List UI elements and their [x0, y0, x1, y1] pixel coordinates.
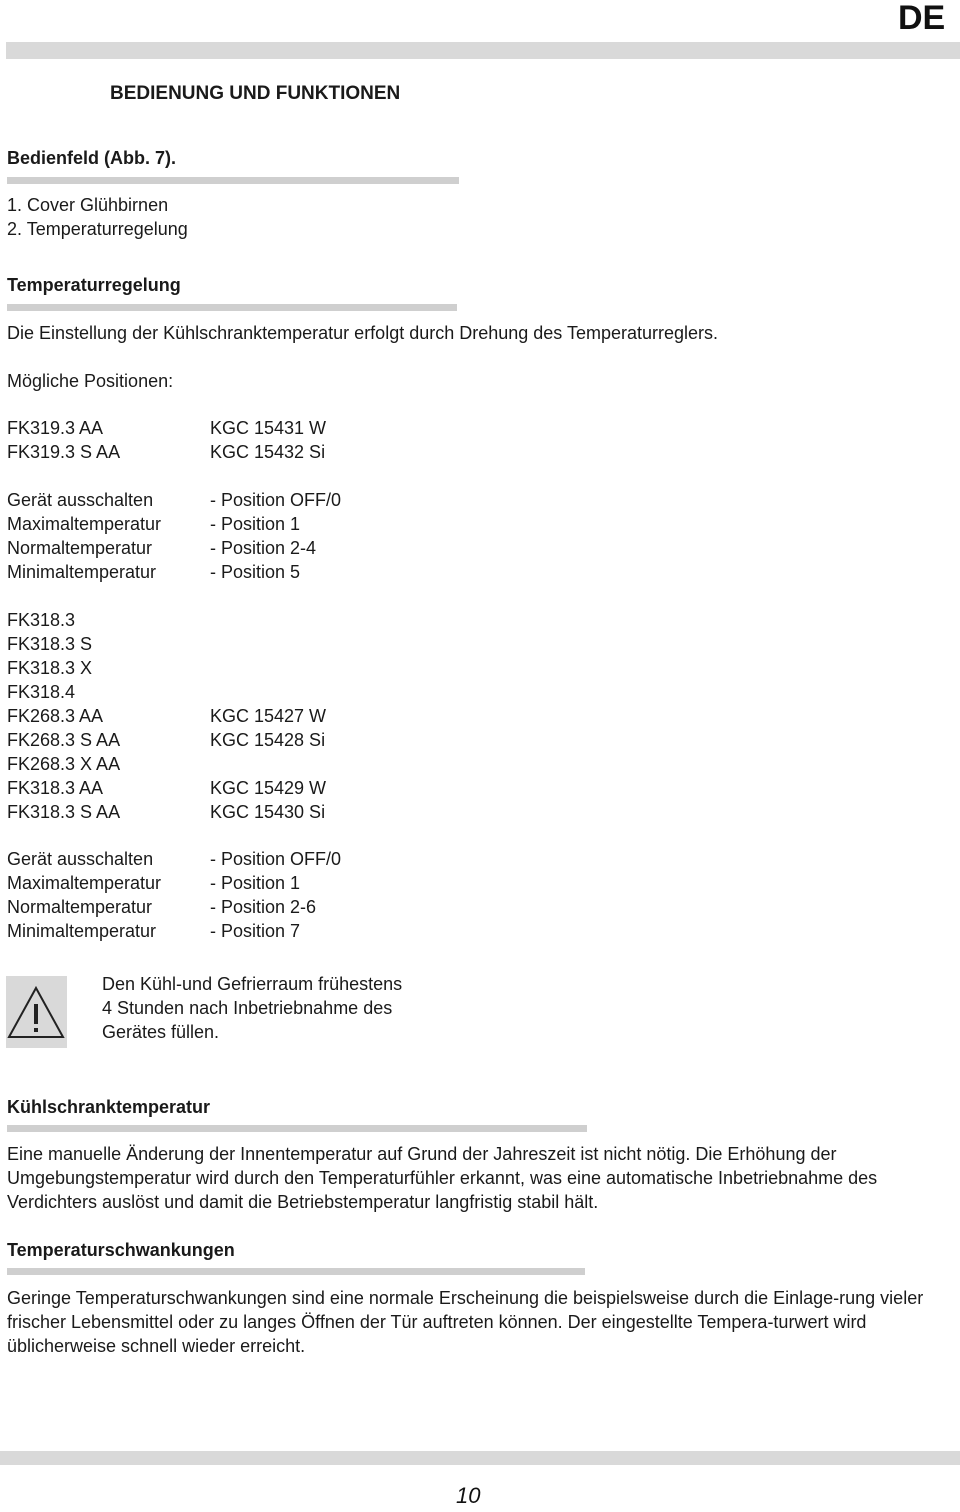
setting-value: - Position 2-4	[210, 538, 317, 558]
model-name: FK318.3 AA	[7, 778, 104, 798]
setting-label: Normaltemperatur	[7, 538, 153, 558]
warning-text	[102, 972, 402, 1044]
header-bar	[6, 42, 960, 59]
fluctuations-paragraph: Geringe Temperaturschwankungen sind eine normale Erscheinung die beispielsweise durch die Einlage-rung vieler frischer Lebensmittel oder zu langes Öffnen der Tür auftreten können. Der eingestellte Tempera-turwert wird üblicherweise schnell wieder erreicht.	[7, 1288, 924, 1356]
heading-underline	[7, 1268, 585, 1275]
panel-item-2: 2. Temperaturregelung	[7, 219, 188, 239]
model-code: KGC 15430 Si	[210, 802, 326, 822]
setting-label: Maximaltemperatur	[7, 514, 162, 534]
panel-item-1: 1. Cover Glühbirnen	[7, 195, 169, 215]
footer-bar	[0, 1451, 960, 1465]
warning-line: Gerätes füllen.	[102, 1022, 220, 1042]
setting-value: - Position 5	[210, 562, 301, 582]
setting-label: Minimaltemperatur	[7, 921, 157, 941]
setting-label: Minimaltemperatur	[7, 562, 157, 582]
heading-underline	[7, 1125, 587, 1132]
fridge-temp-heading: Kühlschranktemperatur	[7, 1097, 211, 1117]
warning-triangle-icon	[6, 976, 67, 1048]
setting-value: - Position OFF/0	[210, 490, 342, 510]
heading-underline	[7, 304, 457, 311]
warning-line: 4 Stunden nach Inbetriebnahme des	[102, 998, 393, 1018]
model-code: KGC 15431 W	[210, 418, 327, 438]
setting-value: - Position OFF/0	[210, 849, 342, 869]
warning-line: Den Kühl-und Gefrierraum frühestens	[102, 974, 403, 994]
setting-value: - Position 1	[210, 514, 301, 534]
model-code: KGC 15429 W	[210, 778, 327, 798]
model-name: FK318.3 S	[7, 634, 93, 654]
setting-label: Gerät ausschalten	[7, 849, 154, 869]
model-code: KGC 15428 Si	[210, 730, 326, 750]
setting-value: - Position 2-6	[210, 897, 317, 917]
fridge-temp-paragraph: Eine manuelle Änderung der Innentemperatur auf Grund der Jahreszeit ist nicht nötig. Die Erhöhung der Umgebungstemperatur wird durch den Temperaturfühler erkannt, was eine automatische Inbetriebnahme des Verdichters auslöst und damit die Betriebstemperatur langfristig stabil hält.	[7, 1144, 878, 1212]
page-number: 10	[456, 1483, 481, 1508]
setting-label: Normaltemperatur	[7, 897, 153, 917]
fluctuations-heading: Temperaturschwankungen	[7, 1240, 235, 1260]
section-title: BEDIENUNG UND FUNKTIONEN	[110, 83, 401, 104]
model-code: KGC 15432 Si	[210, 442, 326, 462]
positions-label: Mögliche Positionen:	[7, 371, 174, 391]
setting-label: Gerät ausschalten	[7, 490, 154, 510]
warning-box	[6, 976, 67, 1048]
temp-control-intro: Die Einstellung der Kühlschranktemperatur erfolgt durch Drehung des Temperaturreglers.	[7, 323, 719, 343]
heading-underline	[7, 177, 459, 184]
model-name: FK318.3 X	[7, 658, 93, 678]
temp-control-heading: Temperaturregelung	[7, 275, 181, 295]
model-name: FK268.3 X AA	[7, 754, 121, 774]
panel-heading: Bedienfeld (Abb. 7).	[7, 148, 177, 168]
model-name: FK319.3 AA	[7, 418, 104, 438]
model-name: FK318.3	[7, 610, 76, 630]
model-name: FK268.3 AA	[7, 706, 104, 726]
model-name: FK319.3 S AA	[7, 442, 121, 462]
language-badge: DE	[898, 0, 946, 37]
model-name: FK318.4	[7, 682, 76, 702]
setting-value: - Position 7	[210, 921, 301, 941]
model-name: FK268.3 S AA	[7, 730, 121, 750]
model-name: FK318.3 S AA	[7, 802, 121, 822]
model-code: KGC 15427 W	[210, 706, 327, 726]
setting-label: Maximaltemperatur	[7, 873, 162, 893]
setting-value: - Position 1	[210, 873, 301, 893]
